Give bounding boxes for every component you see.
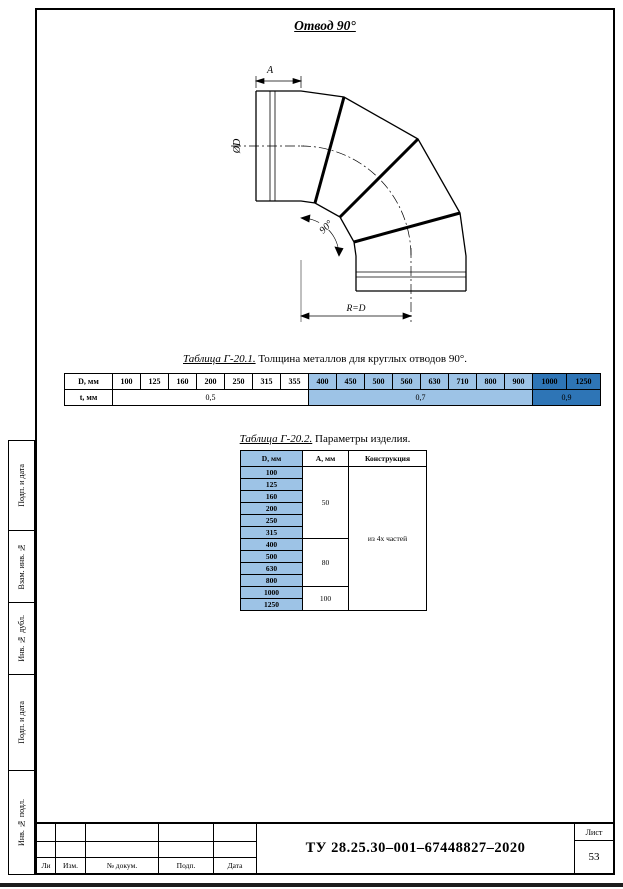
dim-a-label: A (266, 65, 274, 76)
construction-cell: из 4х частей (349, 467, 427, 611)
dim-angle-label: 90° (317, 218, 336, 237)
column-label: Изм. (63, 861, 78, 870)
table-row (65, 374, 601, 390)
sheet-number: 53 (588, 851, 600, 863)
table-cell: 630 (421, 374, 449, 390)
stamp-box (9, 674, 34, 770)
table-cell: 100 (113, 374, 141, 390)
document-number: ТУ 28.25.30–001–67448827–2020 (257, 824, 575, 873)
table-cell: 1000 (533, 374, 567, 390)
title-block-column (37, 824, 56, 873)
d-cell: 125 (241, 479, 303, 491)
dim-angle-label-group (311, 212, 339, 240)
d-cell: 160 (241, 491, 303, 503)
technical-drawing (226, 60, 478, 343)
table1-caption-label: Таблица Г-20.1. (183, 353, 256, 365)
thickness-cell: 0,5 (113, 390, 309, 406)
table-cell: 315 (253, 374, 281, 390)
stamp-label: Подп. и дата (17, 464, 26, 507)
table-cell: 355 (281, 374, 309, 390)
stamp-box (9, 602, 34, 674)
table-header-cell: A, мм (303, 451, 349, 467)
table-cell: 125 (141, 374, 169, 390)
table-header-cell: D, мм (241, 451, 303, 467)
column-label: Дата (227, 861, 243, 870)
column-label: Подп. (176, 861, 196, 870)
a-cell: 100 (303, 587, 349, 611)
d-cell: 800 (241, 575, 303, 587)
stamp-label: Взам. инв. № (17, 543, 26, 590)
d-cell: 400 (241, 539, 303, 551)
thickness-table (64, 373, 601, 406)
table-header-cell: Конструкция (349, 451, 427, 467)
table-cell: 500 (365, 374, 393, 390)
stamp-label: Подп. и дата (17, 701, 26, 744)
title-block-column (86, 824, 159, 873)
d-cell: 100 (241, 467, 303, 479)
table-cell: 710 (449, 374, 477, 390)
title-block (35, 822, 615, 875)
parameters-table (240, 450, 427, 611)
d-cell: 630 (241, 563, 303, 575)
elbow-drawing (226, 60, 478, 338)
table-cell: 900 (505, 374, 533, 390)
elbow-outline (256, 91, 466, 291)
table-cell: 200 (197, 374, 225, 390)
table-cell: 800 (477, 374, 505, 390)
table-cell: 1250 (567, 374, 601, 390)
table-cell: 400 (309, 374, 337, 390)
left-stamp-column (8, 440, 35, 875)
dim-diameter-label: ØD (232, 138, 243, 154)
stamp-label: Инв. № подл. (17, 799, 26, 846)
window-bottom-edge (0, 883, 623, 887)
table2-caption (35, 433, 615, 445)
dim-radius-label: R=D (346, 304, 366, 314)
table1-caption (35, 353, 615, 365)
table-cell: 160 (169, 374, 197, 390)
title-block-column (159, 824, 214, 873)
stamp-box (9, 770, 34, 874)
column-label: № докум. (106, 861, 138, 870)
a-cell: 80 (303, 539, 349, 587)
d-cell: 250 (241, 515, 303, 527)
d-cell: 500 (241, 551, 303, 563)
d-cell: 1250 (241, 599, 303, 611)
page-title: Отвод 90° (294, 18, 356, 33)
stamp-box (9, 441, 34, 530)
table-cell: 250 (225, 374, 253, 390)
d-cell: 315 (241, 527, 303, 539)
a-cell: 50 (303, 467, 349, 539)
table-cell: D, мм (65, 374, 113, 390)
bead-lines (270, 91, 466, 277)
dimension-a (256, 76, 301, 88)
title-block-column (56, 824, 86, 873)
table2-caption-label: Таблица Г-20.2. (239, 433, 313, 445)
table-row (65, 390, 601, 406)
table-row (241, 451, 427, 467)
stamp-box (9, 530, 34, 602)
title-block-column (214, 824, 257, 873)
thickness-cell: 0,7 (309, 390, 533, 406)
table-cell: t, мм (65, 390, 113, 406)
sheet-cell (575, 824, 613, 873)
table-cell: 560 (393, 374, 421, 390)
stamp-label: Инв. № дубл. (17, 615, 26, 662)
column-label: Ли (41, 861, 51, 870)
d-cell: 200 (241, 503, 303, 515)
table1-caption-text: Толщина металлов для круглых отводов 90°. (255, 353, 467, 365)
thickness-cell: 0,9 (533, 390, 601, 406)
table-cell: 450 (337, 374, 365, 390)
sheet-label: Лист (575, 824, 613, 841)
table2-caption-text: Параметры изделия. (312, 433, 411, 445)
table-row (241, 467, 427, 479)
d-cell: 1000 (241, 587, 303, 599)
